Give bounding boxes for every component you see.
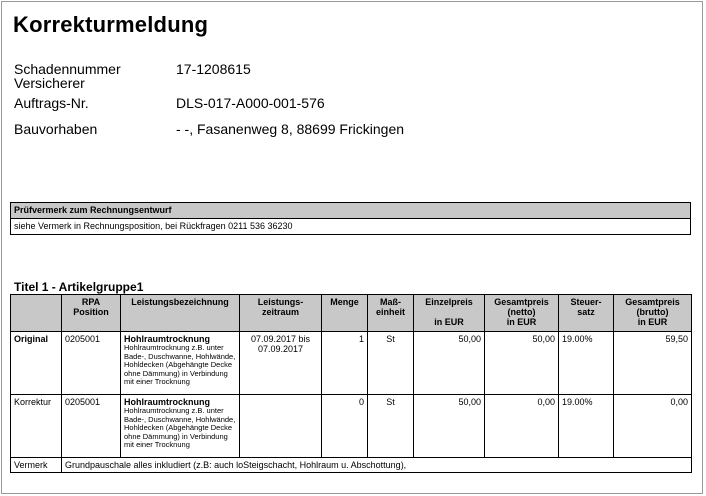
header-einzelpreis: Einzelpreis in EUR [414,295,485,332]
schadennummer-label: Schadennummer [14,61,121,77]
section-title: Titel 1 - Artikelgruppe1 [14,280,144,294]
row-steuersatz: 19.00% [559,332,614,395]
document-title: Korrekturmeldung [13,12,209,37]
row-gesamt-netto: 50,00 [485,332,559,395]
bauvorhaben-label: Bauvorhaben [14,121,98,137]
row-position: 0205001 [62,332,121,395]
row-type: Korrektur [11,395,62,458]
vermerk-row [11,458,692,473]
header-menge: Menge [322,295,368,332]
row-menge: 1 [322,332,368,395]
row-zeitraum: 07.09.2017 bis 07.09.2017 [240,332,322,395]
row-description: Hohlraumtrocknung Hohlraumtrocknung z.B. unter Bade-, Duschwanne, Hohlwände, Hohldecken (Abgehängte Decke ohne Dämmung) in Verbindung mit einer Trocknung [121,395,240,458]
schadennummer-value: 17-1208615 [176,61,251,77]
auftrag-label: Auftrags-Nr. [14,95,89,111]
pruefvermerk-text: siehe Vermerk in Rechnungsposition, bei Rückfragen 0211 536 36230 [14,221,293,231]
versicherer-label: Versicherer [14,75,85,91]
bauvorhaben-value: - -, Fasanenweg 8, 88699 Frickingen [176,121,405,137]
row-description: Hohlraumtrocknung Hohlraumtrocknung z.B. unter Bade-, Duschwanne, Hohlwände, Hohldecken (Abgehängte Decke ohne Dämmung) in Verbindung mit einer Trocknung [121,332,240,395]
table-row [11,332,692,395]
row-gesamt-netto: 0,00 [485,395,559,458]
row-einzelpreis: 50,00 [414,332,485,395]
row-position: 0205001 [62,395,121,458]
header-gesamt-brutto: Gesamtpreis (brutto) in EUR [614,295,692,332]
row-einheit: St [368,332,414,395]
header-rpa: RPA Position [62,295,121,332]
pruefvermerk-heading: Prüfvermerk zum Rechnungsentwurf [11,203,690,219]
auftrag-value: DLS-017-A000-001-576 [176,95,325,111]
header-leistung: Leistungsbezeichnung [121,295,240,332]
row-gesamt-brutto: 0,00 [614,395,692,458]
row-zeitraum [240,395,322,458]
vermerk-text: Grundpauschale alles inkludiert (z.B: auch loSteigschacht, Hohlraum u. Abschottung), [62,458,692,473]
row-menge: 0 [322,395,368,458]
row-type: Original [11,332,62,395]
header-steuersatz: Steuer- satz [559,295,614,332]
row-steuersatz: 19.00% [559,395,614,458]
items-table [10,294,692,473]
header-masseinheit: Maß- einheit [368,295,414,332]
vermerk-label: Vermerk [11,458,62,473]
header-gesamt-netto: Gesamtpreis (netto) in EUR [485,295,559,332]
row-einheit: St [368,395,414,458]
header-zeitraum: Leistungs- zeitraum [240,295,322,332]
table-header-row [11,295,692,332]
header-type [11,295,62,332]
pruefvermerk-box [10,202,691,235]
table-row [11,395,692,458]
row-gesamt-brutto: 59,50 [614,332,692,395]
row-einzelpreis: 50,00 [414,395,485,458]
